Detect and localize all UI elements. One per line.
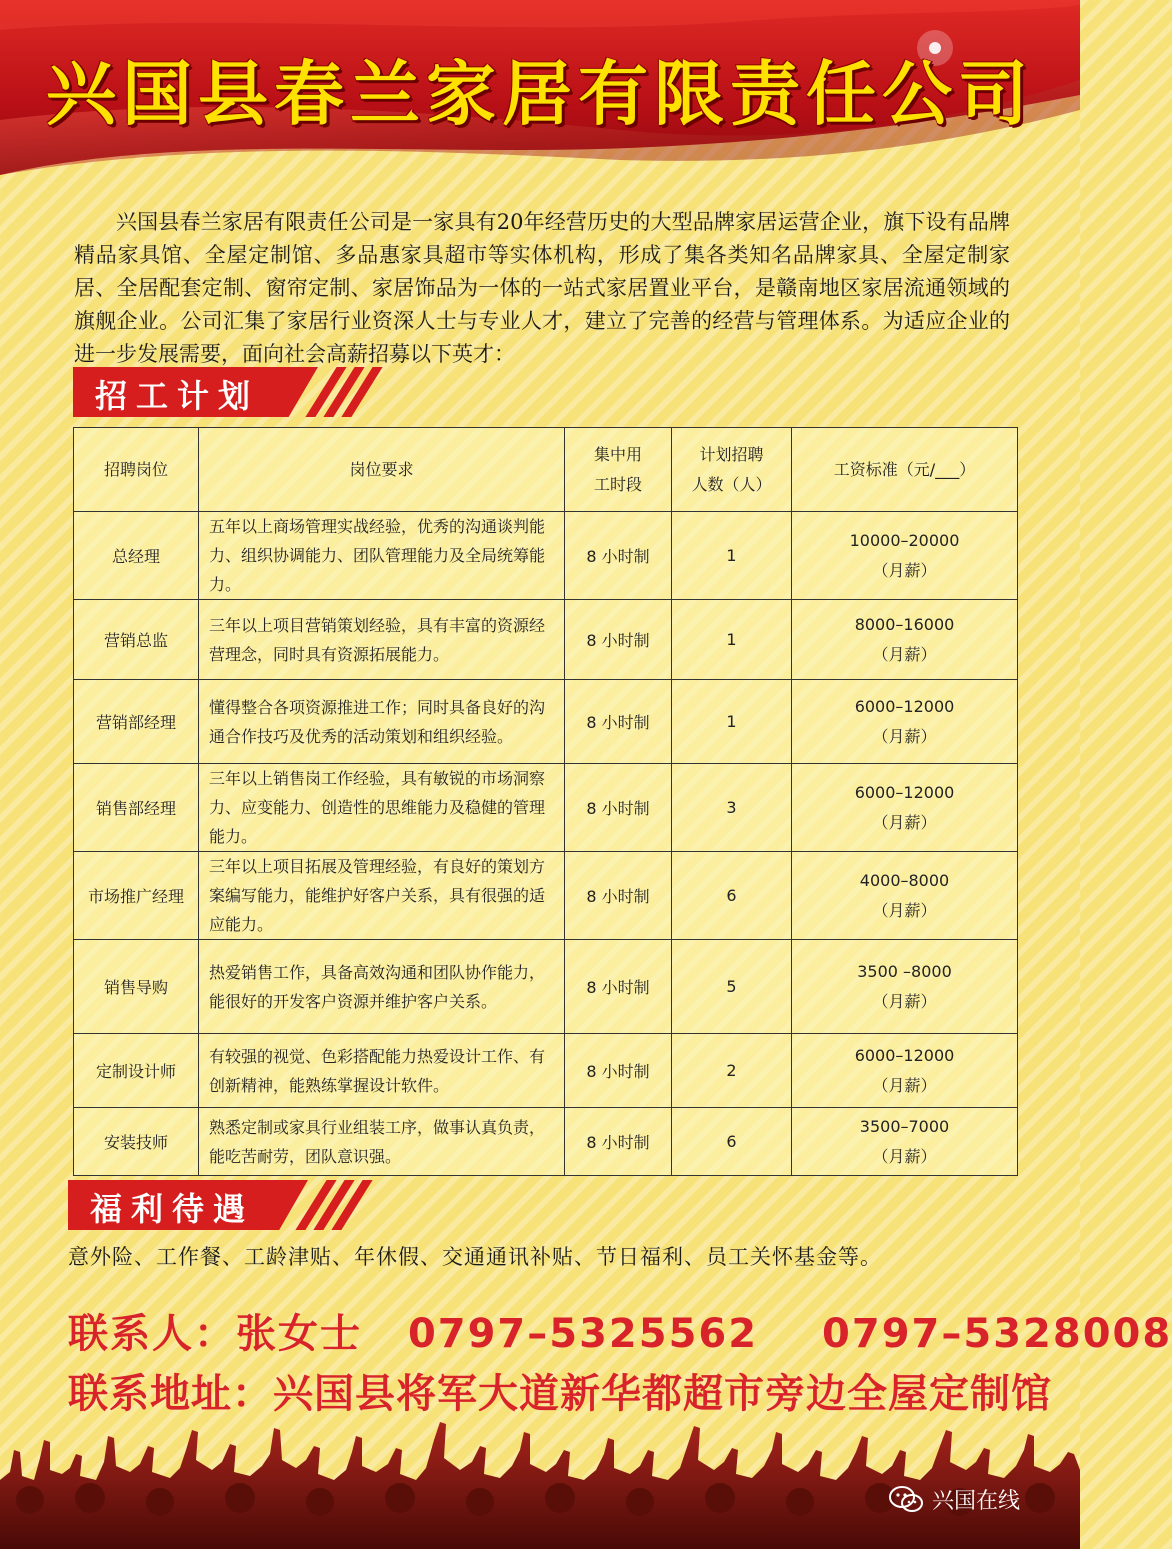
header-requirement: 岗位要求 xyxy=(199,428,565,512)
benefits-section-tag xyxy=(68,1180,358,1230)
cell-position: 营销部经理 xyxy=(74,680,199,764)
cell-position: 安装技师 xyxy=(74,1108,199,1176)
contact-phone-1: 0797–5325562 xyxy=(407,1311,759,1357)
table-row xyxy=(74,852,1018,940)
cell-requirement: 五年以上商场管理实战经验，优秀的沟通谈判能力、组织协调能力、团队管理能力及全局统筹能力。 xyxy=(199,512,565,600)
table-row xyxy=(74,764,1018,852)
cell-requirement: 三年以上销售岗工作经验，具有敏锐的市场洞察力、应变能力、创造性的思维能力及稳健的管理能力。 xyxy=(199,764,565,852)
cell-salary xyxy=(792,680,1018,764)
contact-person: 联系人：张女士 xyxy=(68,1311,362,1357)
table-header-row xyxy=(74,428,1018,512)
salary-note: （月薪） xyxy=(872,1075,937,1095)
cell-position: 市场推广经理 xyxy=(74,852,199,940)
salary-range: 6000–12000 xyxy=(854,782,955,802)
table-row xyxy=(74,940,1018,1034)
table-row xyxy=(74,1034,1018,1108)
recruitment-table xyxy=(73,427,1018,1176)
cell-count: 1 xyxy=(672,600,792,680)
cell-hours: 8 小时制 xyxy=(565,940,672,1034)
cell-salary xyxy=(792,1034,1018,1108)
wechat-watermark xyxy=(888,1484,1020,1515)
cell-requirement: 熟悉定制或家具行业组装工序，做事认真负责，能吃苦耐劳，团队意识强。 xyxy=(199,1108,565,1176)
salary-note: （月薪） xyxy=(872,812,937,832)
crowd-silhouette-graphic xyxy=(0,1410,1080,1549)
cell-hours: 8 小时制 xyxy=(565,1034,672,1108)
cell-count: 3 xyxy=(672,764,792,852)
contact-phone-2: 0797–5328008 xyxy=(822,1311,1172,1357)
header-count-line2: 人数（人） xyxy=(691,474,772,494)
header-hours-line2: 工时段 xyxy=(593,474,642,494)
cell-hours: 8 小时制 xyxy=(565,852,672,940)
cell-position: 定制设计师 xyxy=(74,1034,199,1108)
cell-salary xyxy=(792,852,1018,940)
salary-note: （月薪） xyxy=(872,1146,937,1166)
header-hours xyxy=(565,428,672,512)
header-salary: 工资标准（元/___） xyxy=(792,428,1018,512)
contact-line xyxy=(68,1302,1172,1359)
salary-range: 3500–7000 xyxy=(859,1116,950,1136)
recruit-section-title: 招工计划 xyxy=(95,377,260,415)
cell-count: 2 xyxy=(672,1034,792,1108)
company-intro: 兴国县春兰家居有限责任公司是一家具有20年经营历史的大型品牌家居运营企业，旗下设有品牌精品家具馆、全屋定制馆、多品惠家具超市等实体机构，形成了集各类知名品牌家具、全屋定制家居、全居配套定制、窗帘定制、家居饰品为一体的一站式家居置业平台，是赣南地区家居流通领域的旗舰企业。公司汇集了家居行业资深人士与专业人才，建立了完善的经营与管理体系。为适应企业的进一步发展需要，面向社会高薪招募以下英才： xyxy=(74,210,1010,366)
cell-count: 1 xyxy=(672,512,792,600)
cell-salary xyxy=(792,1108,1018,1176)
header-banner xyxy=(0,0,1080,180)
salary-note: （月薪） xyxy=(872,644,937,664)
cell-hours: 8 小时制 xyxy=(565,600,672,680)
benefits-text: 意外险、工作餐、工龄津贴、年休假、交通通讯补贴、节日福利、员工关怀基金等。 xyxy=(68,1245,882,1269)
cell-hours: 8 小时制 xyxy=(565,680,672,764)
cell-count: 1 xyxy=(672,680,792,764)
recruit-section-tag xyxy=(73,367,363,417)
header-hours-line1: 集中用 xyxy=(593,444,642,464)
cell-requirement: 热爱销售工作，具备高效沟通和团队协作能力，能很好的开发客户资源并维护客户关系。 xyxy=(199,940,565,1034)
header-position: 招聘岗位 xyxy=(74,428,199,512)
header-count-line1: 计划招聘 xyxy=(699,444,764,464)
cell-hours: 8 小时制 xyxy=(565,512,672,600)
cell-requirement: 有较强的视觉、色彩搭配能力热爱设计工作、有创新精神，能熟练掌握设计软件。 xyxy=(199,1034,565,1108)
cell-hours: 8 小时制 xyxy=(565,764,672,852)
benefits-section-title: 福利待遇 xyxy=(90,1190,255,1228)
salary-range: 10000–20000 xyxy=(849,530,960,550)
salary-note: （月薪） xyxy=(872,560,937,580)
header-count xyxy=(672,428,792,512)
cell-count: 6 xyxy=(672,1108,792,1176)
salary-note: （月薪） xyxy=(872,726,937,746)
cell-salary xyxy=(792,940,1018,1034)
salary-note: （月薪） xyxy=(872,991,937,1011)
salary-range: 8000–16000 xyxy=(854,614,955,634)
table-row xyxy=(74,600,1018,680)
cell-salary xyxy=(792,600,1018,680)
cell-position: 营销总监 xyxy=(74,600,199,680)
contact-address: 联系地址：兴国县将军大道新华都超市旁边全屋定制馆 xyxy=(68,1371,1052,1417)
salary-range: 3500 –8000 xyxy=(857,961,952,981)
cell-salary xyxy=(792,512,1018,600)
cell-count: 5 xyxy=(672,940,792,1034)
watermark-text: 兴国在线 xyxy=(932,1489,1021,1514)
salary-note: （月薪） xyxy=(872,900,937,920)
cell-position: 总经理 xyxy=(74,512,199,600)
cell-requirement: 懂得整合各项资源推进工作；同时具备良好的沟通合作技巧及优秀的活动策划和组织经验。 xyxy=(199,680,565,764)
table-row xyxy=(74,680,1018,764)
cell-position: 销售导购 xyxy=(74,940,199,1034)
wechat-icon xyxy=(888,1485,924,1515)
salary-range: 6000–12000 xyxy=(854,696,955,716)
cell-requirement: 三年以上项目拓展及管理经验，有良好的策划方案编写能力，能维护好客户关系，具有很强的适应能力。 xyxy=(199,852,565,940)
cell-count: 6 xyxy=(672,852,792,940)
salary-range: 6000–12000 xyxy=(854,1045,955,1065)
company-title: 兴国县春兰家居有限责任公司 xyxy=(46,53,1034,135)
cell-hours: 8 小时制 xyxy=(565,1108,672,1176)
table-row xyxy=(74,512,1018,600)
table-row xyxy=(74,1108,1018,1176)
cell-salary xyxy=(792,764,1018,852)
cell-position: 销售部经理 xyxy=(74,764,199,852)
cell-requirement: 三年以上项目营销策划经验，具有丰富的资源经营理念，同时具有资源拓展能力。 xyxy=(199,600,565,680)
salary-range: 4000–8000 xyxy=(859,870,950,890)
